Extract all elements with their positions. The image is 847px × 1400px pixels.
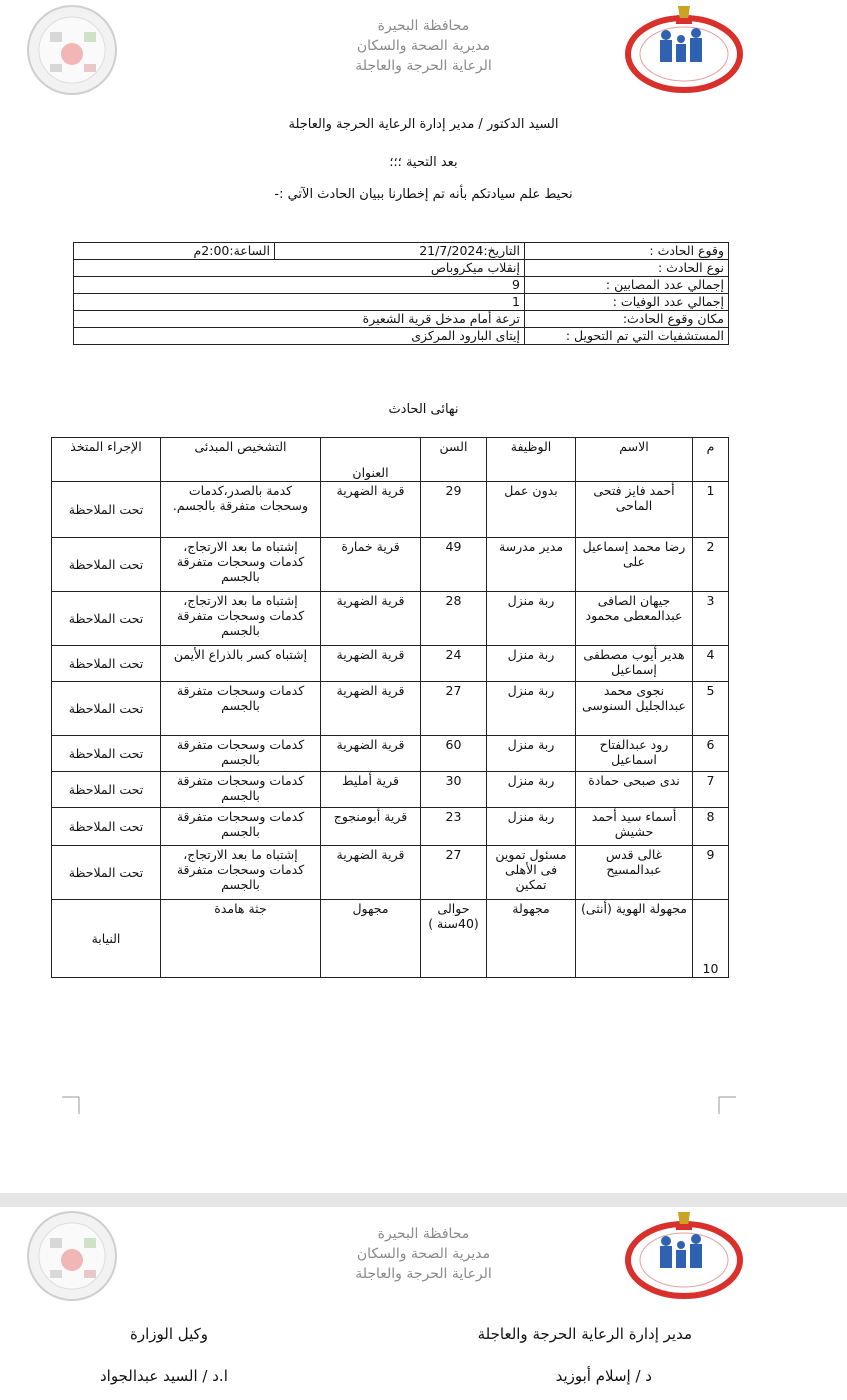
cell-age: 27 — [421, 846, 487, 900]
cell-name: مجهولة الهوية (أنثى) — [576, 900, 693, 978]
casualties-body — [52, 482, 729, 978]
cell-diagnosis: كدمات وسحجات متفرقة بالجسم — [161, 682, 321, 736]
corner-mark-right — [718, 1096, 736, 1114]
cell-job: ربة منزل — [487, 772, 576, 808]
cell-action: تحت الملاحظة — [52, 682, 161, 736]
header-department: الرعاية الحرجة والعاجلة — [355, 58, 492, 74]
signature-right-name: د / إسلام أبوزيد — [555, 1367, 652, 1385]
cell-job: مسئول تموين فى الأهلى تمكين — [487, 846, 576, 900]
incident-info-table — [73, 242, 729, 345]
header-directorate: مديرية الصحة والسكان — [356, 38, 491, 54]
table-row — [52, 808, 729, 846]
cell-name: نجوى محمد عبدالجليل السنوسى — [576, 682, 693, 736]
cell-address: قرية الضهرية — [321, 482, 421, 538]
deaths-label: إجمالي عدد الوفيات : — [525, 294, 729, 311]
cell-num: 7 — [693, 772, 729, 808]
cell-job: ربة منزل — [487, 646, 576, 682]
cell-address: قرية الضهرية — [321, 736, 421, 772]
cell-diagnosis: كدمة بالصدر،كدمات وسحجات متفرقة بالجسم. — [161, 482, 321, 538]
header-action: الإجراء المتخذ — [52, 438, 161, 482]
cell-age: 49 — [421, 538, 487, 592]
cell-name: غالى قدس عبدالمسيح — [576, 846, 693, 900]
cell-action: تحت الملاحظة — [52, 482, 161, 538]
casualties-title: نهائى الحادث — [388, 402, 459, 417]
cell-address: قرية أبومنجوج — [321, 808, 421, 846]
header-name: الاسم — [576, 438, 693, 482]
cell-age: 24 — [421, 646, 487, 682]
hospitals-value: إيتاى البارود المركزى — [74, 328, 525, 345]
header-num: م — [693, 438, 729, 482]
cell-job: مدير مدرسة — [487, 538, 576, 592]
cell-job: ربة منزل — [487, 592, 576, 646]
incident-date: التاريخ:21/7/2024 — [275, 243, 525, 260]
cell-name: جيهان الصافى عبدالمعطى محمود — [576, 592, 693, 646]
cell-address: قرية الضهرية — [321, 682, 421, 736]
cell-num: 8 — [693, 808, 729, 846]
table-row — [52, 538, 729, 592]
letter-intro: نحيط علم سيادتكم بأنه تم إخطارنا ببيان الحادث الآتي :- — [274, 187, 573, 202]
cell-address: قرية الضهرية — [321, 646, 421, 682]
header-job: الوظيفة — [487, 438, 576, 482]
type-label: نوع الحادث : — [525, 260, 729, 277]
info-row-occurrence — [74, 243, 729, 260]
page-divider — [0, 1193, 847, 1207]
casualties-table — [51, 437, 729, 978]
cell-job: بدون عمل — [487, 482, 576, 538]
cell-action: تحت الملاحظة — [52, 846, 161, 900]
cell-num: 2 — [693, 538, 729, 592]
cell-address: مجهول — [321, 900, 421, 978]
cell-age: 27 — [421, 682, 487, 736]
table-row — [52, 772, 729, 808]
cell-address: قرية الضهرية — [321, 846, 421, 900]
info-row-deaths — [74, 294, 729, 311]
table-row — [52, 646, 729, 682]
injured-label: إجمالي عدد المصابين : — [525, 277, 729, 294]
cell-action: تحت الملاحظة — [52, 592, 161, 646]
casualties-header-row — [52, 438, 729, 482]
cell-job: ربة منزل — [487, 736, 576, 772]
cell-name: هدير أيوب مصطفى إسماعيل — [576, 646, 693, 682]
cell-action: تحت الملاحظة — [52, 538, 161, 592]
letter-addressee: السيد الدكتور / مدير إدارة الرعاية الحرجة والعاجلة — [288, 117, 559, 132]
cell-diagnosis: جثة هامدة — [161, 900, 321, 978]
cell-diagnosis: إشتباه ما بعد الارتجاج، كدمات وسحجات متفرقة بالجسم — [161, 846, 321, 900]
incident-time: الساعة:2:00م — [74, 243, 275, 260]
signature-left-title: وكيل الوزارة — [130, 1325, 209, 1343]
table-row — [52, 592, 729, 646]
cell-name: رود عبدالفتاح اسماعيل — [576, 736, 693, 772]
table-row — [52, 846, 729, 900]
cell-action: تحت الملاحظة — [52, 736, 161, 772]
info-row-injured — [74, 277, 729, 294]
header-directorate-page2: مديرية الصحة والسكان — [356, 1246, 491, 1262]
cell-diagnosis: إشتباه ما بعد الارتجاج، كدمات وسحجات متفرقة بالجسم — [161, 538, 321, 592]
info-row-hospitals — [74, 328, 729, 345]
cell-num: 1 — [693, 482, 729, 538]
cell-name: رضا محمد إسماعيل على — [576, 538, 693, 592]
location-label: مكان وقوع الحادث: — [525, 311, 729, 328]
table-row — [52, 900, 729, 978]
cell-age: 28 — [421, 592, 487, 646]
cell-num: 9 — [693, 846, 729, 900]
cell-num: 6 — [693, 736, 729, 772]
header-governorate-page2: محافظة البحيرة — [377, 1226, 470, 1242]
injured-value: 9 — [74, 277, 525, 294]
header-department-page2: الرعاية الحرجة والعاجلة — [355, 1266, 492, 1282]
header-governorate: محافظة البحيرة — [377, 18, 470, 34]
cell-age: حوالى (40سنة ) — [421, 900, 487, 978]
corner-mark-left — [62, 1096, 80, 1114]
cell-diagnosis: كدمات وسحجات متفرقة بالجسم — [161, 772, 321, 808]
cell-action: تحت الملاحظة — [52, 772, 161, 808]
cell-job: ربة منزل — [487, 682, 576, 736]
cell-address: قرية أمليط — [321, 772, 421, 808]
cell-name: أحمد فايز فتحى الماحى — [576, 482, 693, 538]
cell-address: قرية الضهرية — [321, 592, 421, 646]
type-value: إنقلاب ميكروباص — [74, 260, 525, 277]
cell-job: ربة منزل — [487, 808, 576, 846]
header-address-text: العنوان — [352, 465, 389, 480]
table-row — [52, 736, 729, 772]
info-row-type — [74, 260, 729, 277]
hospitals-label: المستشفيات التي تم التحويل : — [525, 328, 729, 345]
cell-age: 29 — [421, 482, 487, 538]
location-value: ترعة أمام مدخل قرية الشعيرة — [74, 311, 525, 328]
table-row — [52, 682, 729, 736]
header-age: السن — [421, 438, 487, 482]
occurrence-label: وقوع الحادث : — [525, 243, 729, 260]
cell-address: قرية خمارة — [321, 538, 421, 592]
info-row-location — [74, 311, 729, 328]
cell-num: 3 — [693, 592, 729, 646]
cell-job: مجهولة — [487, 900, 576, 978]
cell-action: النيابة — [52, 900, 161, 978]
cell-age: 23 — [421, 808, 487, 846]
cell-name: أسماء سيد أحمد حشيش — [576, 808, 693, 846]
cell-action: تحت الملاحظة — [52, 808, 161, 846]
cell-diagnosis: إشتباه كسر بالذراع الأيمن — [161, 646, 321, 682]
cell-diagnosis: كدمات وسحجات متفرقة بالجسم — [161, 736, 321, 772]
signature-right-title: مدير إدارة الرعاية الحرجة والعاجلة — [477, 1325, 692, 1343]
header-diagnosis: التشخيص المبدئى — [161, 438, 321, 482]
deaths-value: 1 — [74, 294, 525, 311]
table-row — [52, 482, 729, 538]
cell-num: 5 — [693, 682, 729, 736]
cell-age: 60 — [421, 736, 487, 772]
cell-action: تحت الملاحظة — [52, 646, 161, 682]
letter-greeting: بعد التحية ؛؛؛ — [389, 155, 458, 170]
header-address — [321, 438, 421, 482]
cell-num: 4 — [693, 646, 729, 682]
cell-age: 30 — [421, 772, 487, 808]
cell-num: 10 — [693, 900, 729, 978]
cell-diagnosis: إشتباه ما بعد الارتجاج، كدمات وسحجات متفرقة بالجسم — [161, 592, 321, 646]
signature-left-name: ا.د / السيد عبدالجواد — [100, 1367, 228, 1385]
cell-diagnosis: كدمات وسحجات متفرقة بالجسم — [161, 808, 321, 846]
cell-name: ندى صبحى حمادة — [576, 772, 693, 808]
